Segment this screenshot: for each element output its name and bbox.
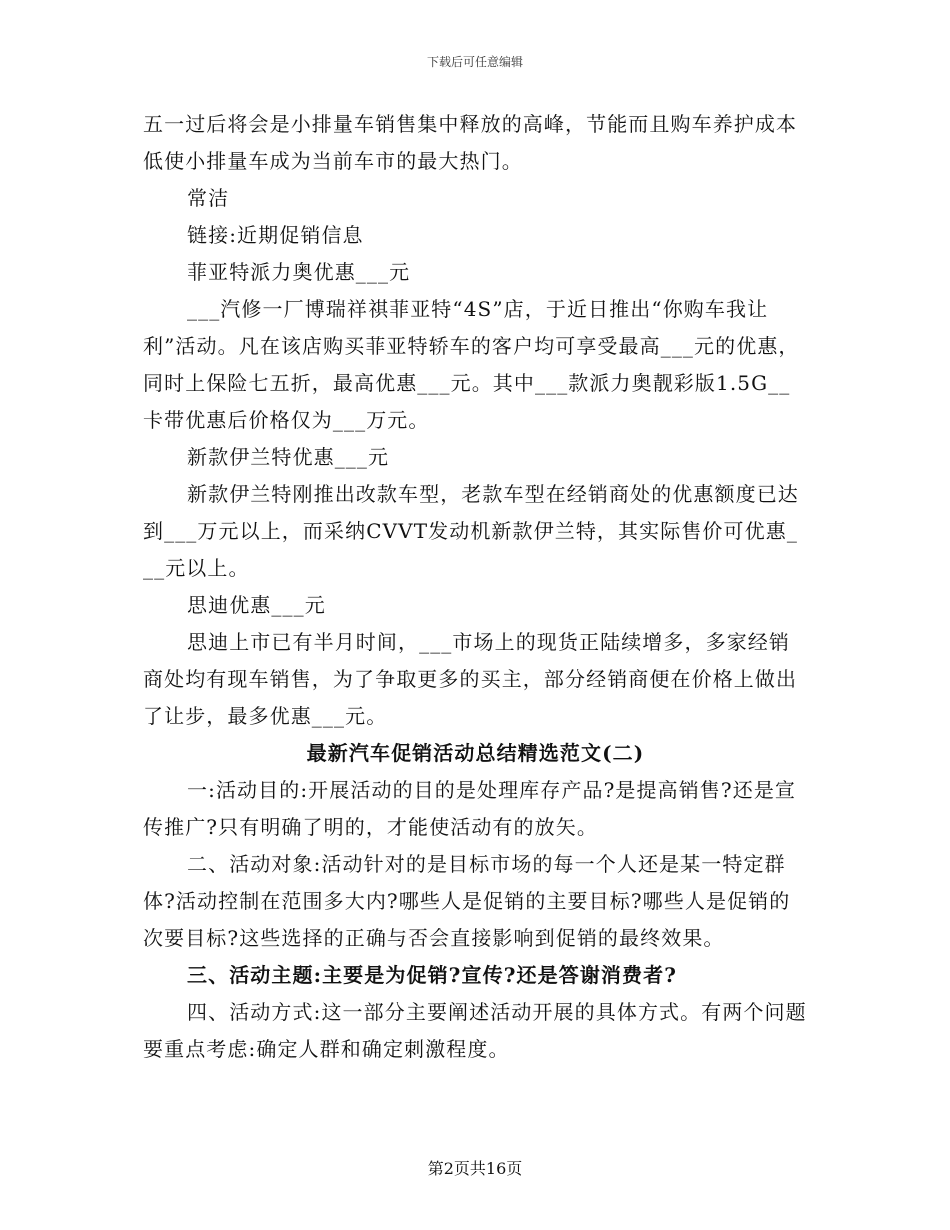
paragraph: ___汽修一厂博瑞祥祺菲亚特“4S”店，于近日推出“你购车我让利”活动。凡在该店购买菲亚特轿车的客户均可享受最高___元的优惠，同时上保险七五折，最高优惠___元。其中___款派力奥靓彩版1.5G__卡带优惠后价格仅为___万元。 xyxy=(143,297,800,432)
paragraph: 新款伊兰特刚推出改款车型，老款车型在经销商处的优惠额度已达到___万元以上，而采纳CVVT发动机新款伊兰特，其实际售价可优惠___元以上。 xyxy=(143,482,799,580)
section-title: 最新汽车促销活动总结精选范文(二) xyxy=(306,741,645,765)
subheading-fiat: 菲亚特派力奥优惠___元 xyxy=(187,260,411,284)
paragraph: 五一过后将会是小排量车销售集中释放的高峰，节能而且购车养护成本低使小排量车成为当前车市的最大热门。 xyxy=(143,112,798,173)
paragraph: 二、活动对象:活动针对的是目标市场的每一个人还是某一特定群体?活动控制在范围多大内?哪些人是促销的主要目标?哪些人是促销的次要目标?这些选择的正确与否会直接影响到促销的最终效果。 xyxy=(143,852,791,950)
paragraph: 四、活动方式:这一部分主要阐述活动开展的具体方式。有两个问题要重点考虑:确定人群和确定刺激程度。 xyxy=(143,1000,807,1061)
subheading-elantra: 新款伊兰特优惠___元 xyxy=(187,445,390,469)
page-header: 下载后可任意编辑 xyxy=(426,55,523,69)
paragraph: 一:活动目的:开展活动的目的是处理库存产品?是提高销售?还是宣传推广?只有明确了明的，才能使活动有的放矢。 xyxy=(143,778,797,839)
bold-paragraph: 三、活动主题:主要是为促销?宣传?还是答谢消费者? xyxy=(187,963,678,987)
document-body xyxy=(143,106,808,1068)
page-footer: 第2页共16页 xyxy=(427,1159,523,1178)
paragraph: 思迪上市已有半月时间，___市场上的现货正陆续增多，多家经销商处均有现车销售，为了争取更多的买主，部分经销商便在价格上做出了让步，最多优惠___元。 xyxy=(143,630,798,728)
author-line: 常洁 xyxy=(187,186,230,210)
section-link-label: 链接:近期促销信息 xyxy=(187,223,364,247)
subheading-sidi: 思迪优惠___元 xyxy=(187,593,326,617)
